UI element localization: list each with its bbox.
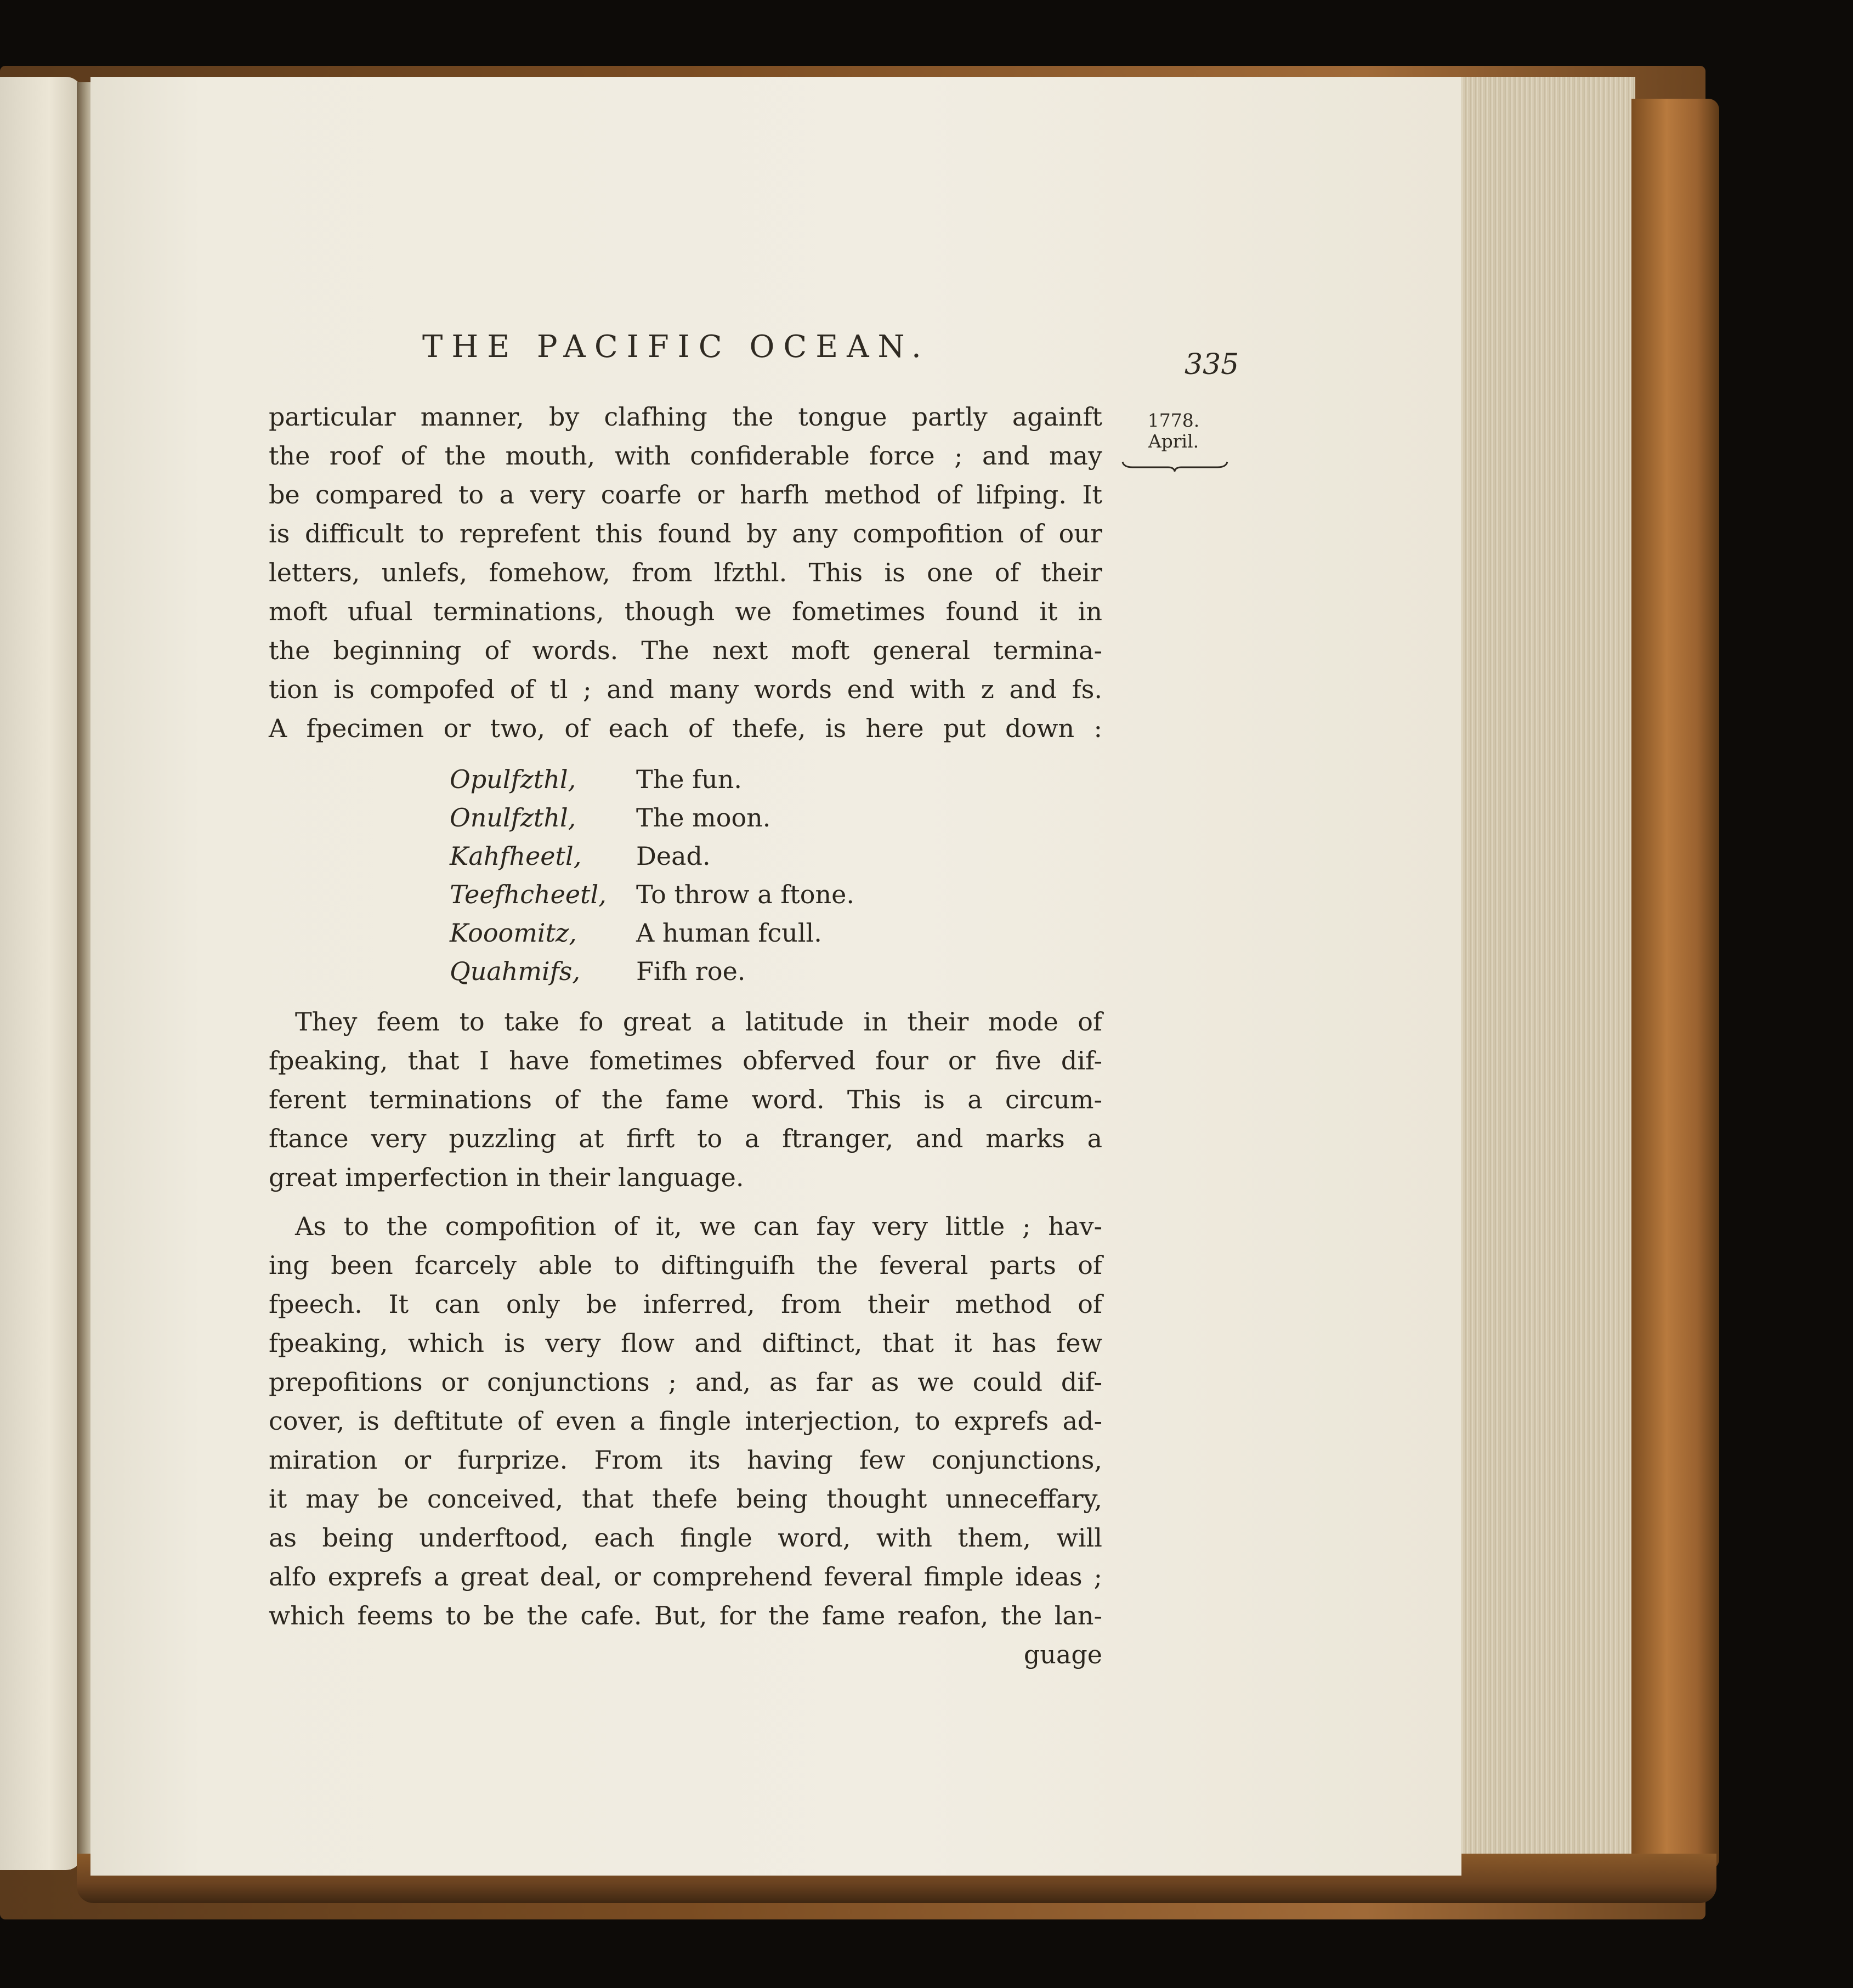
text-line: They feem to take fo great a latitude in their mode of [295,1007,1102,1037]
vocabulary-meaning: The moon. [636,803,771,832]
running-title: THE PACIFIC OCEAN. [422,329,930,365]
left-page-edge [0,77,82,1870]
text-line: be compared to a very coarfe or harfh method of lifping. It [269,480,1102,509]
margin-note-year: 1778. [1147,410,1200,431]
vocabulary-row [450,760,1102,798]
margin-brace-icon [1121,460,1228,472]
page-edges [1453,77,1635,1854]
text-line: particular manner, by clafhing the tongue partly againft [269,402,1102,432]
text-line: as being underftood, each fingle word, with them, will [269,1523,1102,1553]
vocabulary-row [450,798,1102,837]
text-line: cover, is deftitute of even a fingle interjection, to exprefs ad- [269,1406,1102,1436]
text-line: which feems to be the cafe. But, for the fame reafon, the lan- [269,1601,1102,1630]
vocabulary-row [450,952,1102,990]
text-line: letters, unlefs, fomehow, from lfzthl. This is one of their [269,558,1102,587]
text-line: it may be conceived, that thefe being thought unneceffary, [269,1484,1102,1514]
text-line: prepofitions or conjunctions ; and, as far as we could dif- [269,1367,1102,1397]
vocabulary-term: Quahmifs, [450,956,580,986]
catchword: guage [1023,1640,1102,1669]
main-text [269,398,1102,1674]
margin-note [1119,410,1228,452]
text-line: fpeaking, that I have fometimes obferved four or five dif- [269,1046,1102,1075]
paragraph-1 [269,398,1102,748]
vocabulary-term: Onulfzthl, [450,803,576,832]
text-line: the roof of the mouth, with confiderable force ; and may [269,441,1102,471]
margin-note-month: April. [1148,431,1199,452]
leather-binding [1631,99,1719,1870]
vocabulary-row [450,837,1102,875]
vocabulary-row [450,875,1102,914]
paragraph-2 [269,1003,1102,1197]
vocabulary-row [450,914,1102,952]
text-line: alfo exprefs a great deal, or comprehend feveral fimple ideas ; [269,1562,1102,1591]
text-line: A fpecimen or two, of each of thefe, is here put down : [269,713,1102,743]
vocabulary-term: Opulfzthl, [450,764,576,794]
text-line: ftance very puzzling at firft to a ftranger, and marks a [269,1124,1102,1153]
vocabulary-list [269,760,1102,990]
paragraph-3 [269,1207,1102,1635]
text-line: ing been fcarcely able to diftinguifh the feveral parts of [269,1250,1102,1280]
vocabulary-term: Teefhcheetl, [450,880,607,909]
vocabulary-term: Kahfheetl, [450,841,582,871]
text-line: the beginning of words. The next moft general termina- [269,636,1102,665]
vocabulary-meaning: Dead. [636,841,711,871]
text-line: tion is compofed of tl ; and many words end with z and fs. [269,675,1102,704]
text-line: ferent terminations of the fame word. This is a circum- [269,1085,1102,1114]
text-line: is difficult to reprefent this found by any compofition of our [269,519,1102,548]
text-line: fpeech. It can only be inferred, from their method of [269,1289,1102,1319]
vocabulary-term: Kooomitz, [450,918,577,948]
text-line: great imperfection in their language. [269,1163,744,1192]
page-number: 335 [1185,348,1239,381]
text-line: miration or furprize. From its having few conjunctions, [269,1445,1102,1475]
vocabulary-meaning: A human fcull. [636,918,822,948]
vocabulary-meaning: Fifh roe. [636,956,746,986]
vocabulary-meaning: To throw a ftone. [636,880,854,909]
text-line: moft ufual terminations, though we fometimes found it in [269,597,1102,626]
text-line: fpeaking, which is very flow and diftinct, that it has few [269,1328,1102,1358]
vocabulary-meaning: The fun. [636,764,743,794]
text-line: As to the compofition of it, we can fay very little ; hav- [295,1211,1102,1241]
